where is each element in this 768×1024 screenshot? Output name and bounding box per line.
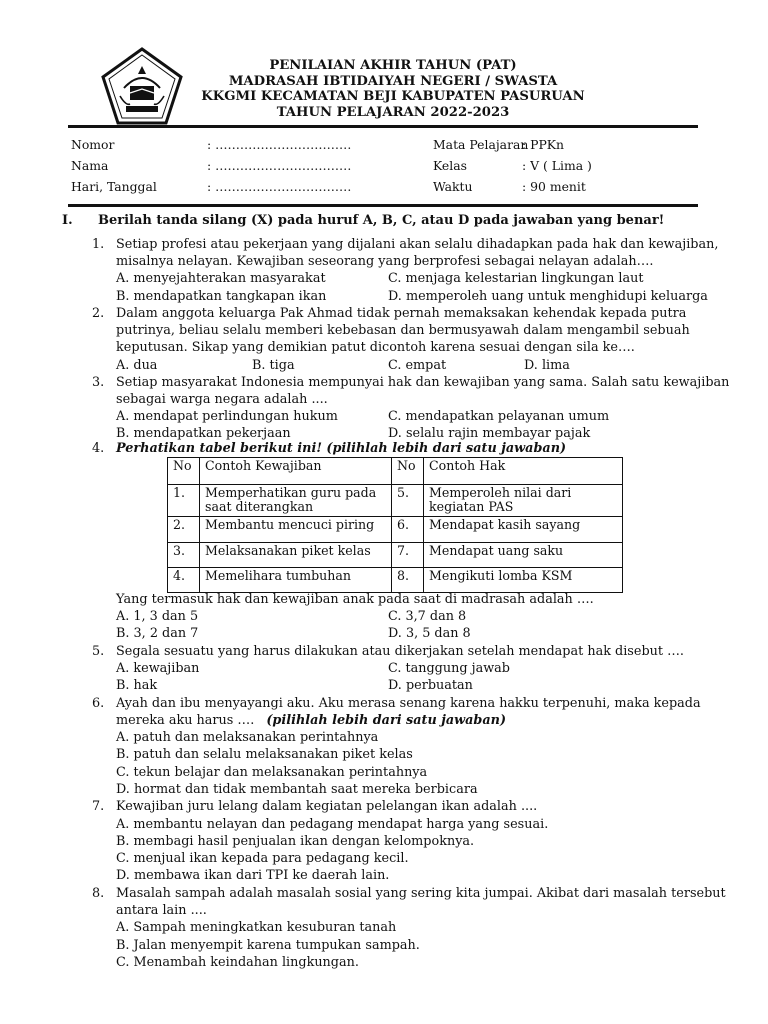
question-text: keputusan. Sikap yang demikian patut dicontoh karena sesuai dengan sila ke…. [116, 340, 635, 355]
mapel-value: : PPKn [522, 137, 565, 152]
question-text: sebagai warga negara adalah .... [116, 392, 328, 407]
nomor-label: Nomor [71, 137, 115, 152]
answer-option[interactable]: B. mendapatkan tangkapan ikan [116, 289, 327, 304]
answer-option[interactable]: D. selalu rajin membayar pajak [388, 426, 591, 441]
answer-option[interactable]: A. menyejahterakan masyarakat [116, 271, 326, 286]
kelas-label: Kelas [433, 158, 467, 173]
answer-option[interactable]: D. lima [524, 358, 570, 373]
answer-option[interactable]: D. hormat dan tidak membantah saat mereka berbicara [116, 782, 478, 797]
table-cell: 4. [168, 568, 200, 593]
answer-option[interactable]: B. 3, 2 dan 7 [116, 626, 199, 641]
answer-option[interactable]: C. Menambah keindahan lingkungan. [116, 955, 359, 970]
header-line-3: KKGMI KECAMATAN BEJI KABUPATEN PASURUAN [201, 89, 585, 104]
section-instruction-text: Berilah tanda silang (X) pada huruf A, B, C, atau D pada jawaban yang benar! [98, 213, 665, 228]
answer-option[interactable]: A. patuh dan melaksanakan perintahnya [116, 730, 379, 745]
waktu-label: Waktu [433, 179, 473, 194]
section-number: I. [62, 213, 73, 228]
question-text: Perhatikan tabel berikut ini! (pilihlah lebih dari satu jawaban) [116, 441, 567, 456]
table-row [168, 485, 623, 517]
header-line-4: TAHUN PELAJARAN 2022-2023 [276, 104, 510, 120]
answer-option[interactable]: A. Sampah meningkatkan kesuburan tanah [116, 920, 397, 935]
question-text: antara lain .... [116, 903, 207, 918]
table-header: Contoh Hak [424, 458, 623, 485]
answer-option[interactable]: B. patuh dan selalu melaksanakan piket kelas [116, 747, 413, 762]
table-cell: Mengikuti lomba KSM [424, 568, 623, 593]
exam-header [0, 0, 768, 126]
answer-option[interactable]: B. membagi hasil penjualan ikan dengan kelompoknya. [116, 834, 475, 849]
question-number: 7. [92, 799, 105, 814]
table-row [168, 517, 623, 543]
table-cell: 1. [168, 485, 200, 517]
section-instruction [62, 213, 664, 228]
header-title-block [170, 58, 616, 120]
question-text: Ayah dan ibu menyayangi aku. Aku merasa senang karena hakku terpenuhi, maka kepada [116, 696, 701, 711]
table-cell: Mendapat uang saku [424, 543, 623, 568]
table-cell: Memelihara tumbuhan [200, 568, 392, 593]
question-note: (pilihlah lebih dari satu jawaban) [266, 713, 507, 728]
waktu-value: : 90 menit [522, 179, 586, 194]
question-text: Segala sesuatu yang harus dilakukan atau dikerjakan setelah mendapat hak disebut …. [116, 644, 684, 659]
answer-option[interactable]: B. tiga [252, 358, 295, 373]
answer-option[interactable]: B. mendapatkan pekerjaan [116, 426, 291, 441]
table-cell: 8. [392, 568, 424, 593]
question-number: 8. [92, 886, 105, 901]
nomor-field[interactable]: : …………………………… [207, 137, 352, 152]
answer-option[interactable]: A. 1, 3 dan 5 [116, 609, 199, 624]
question-text: Setiap masyarakat Indonesia mempunyai hak dan kewajiban yang sama. Salah satu kewajiban [116, 375, 730, 390]
answer-option[interactable]: C. mendapatkan pelayanan umum [388, 409, 610, 424]
nama-field[interactable]: : …………………………… [207, 158, 352, 173]
question-text: Yang termasuk hak dan kewajiban anak pada saat di madrasah adalah …. [116, 592, 594, 607]
table-header-row [168, 458, 623, 485]
answer-option[interactable]: C. tekun belajar dan melaksanakan perintahnya [116, 765, 428, 780]
header-line-2: MADRASAH IBTIDAIYAH NEGERI / SWASTA [228, 73, 558, 89]
header-line-1: PENILAIAN AKHIR TAHUN (PAT) [269, 58, 517, 73]
answer-option[interactable]: C. tanggung jawab [388, 661, 510, 676]
table-row [168, 543, 623, 568]
table-cell: 5. [392, 485, 424, 517]
question-text-part: mereka aku harus …. [116, 713, 255, 728]
answer-option[interactable]: D. memperoleh uang untuk menghidupi keluarga [388, 289, 708, 304]
question-number: 5. [92, 644, 105, 659]
answer-option[interactable]: C. menjaga kelestarian lingkungan laut [388, 271, 644, 286]
answer-option[interactable]: B. hak [116, 678, 158, 693]
answer-option[interactable]: A. membantu nelayan dan pedagang mendapat harga yang sesuai. [116, 817, 549, 832]
table-row [168, 568, 623, 593]
question-number: 3. [92, 375, 105, 390]
question-text: misalnya nelayan. Kewajiban seseorang yang berprofesi sebagai nelayan adalah…. [116, 254, 654, 269]
header-divider [68, 125, 698, 128]
question-text: Masalah sampah adalah masalah sosial yang sering kita jumpai. Akibat dari masalah tersebut [116, 886, 726, 901]
answer-option[interactable]: B. Jalan menyempit karena tumpukan sampah. [116, 938, 420, 953]
answer-option[interactable]: D. 3, 5 dan 8 [388, 626, 471, 641]
table-header: No [392, 458, 424, 485]
question-text [116, 713, 506, 728]
answer-option[interactable]: C. empat [388, 358, 447, 373]
question-number: 1. [92, 237, 105, 252]
question-text: putrinya, beliau selalu memberi kebebasan dan bermusyawah dalam mengambil sebuah [116, 323, 690, 338]
kelas-value: : V ( Lima ) [522, 158, 592, 173]
table-cell: Melaksanakan piket kelas [200, 543, 392, 568]
table-cell: Membantu mencuci piring [200, 517, 392, 543]
question-number: 4. [92, 441, 105, 456]
answer-option[interactable]: D. membawa ikan dari TPI ke daerah lain. [116, 868, 390, 883]
identity-divider [68, 204, 698, 207]
table-cell: 2. [168, 517, 200, 543]
table-cell: Mendapat kasih sayang [424, 517, 623, 543]
question-text: Kewajiban juru lelang dalam kegiatan pelelangan ikan adalah .... [116, 799, 538, 814]
table-cell: Memperhatikan guru pada saat diterangkan [200, 485, 392, 517]
hari-label: Hari, Tanggal [71, 179, 157, 194]
table-cell: 3. [168, 543, 200, 568]
mapel-label: Mata Pelajaran [433, 137, 529, 152]
rights-duties-table [167, 457, 623, 593]
question-text: Setiap profesi atau pekerjaan yang dijalani akan selalu dihadapkan pada hak dan kewajiban, [116, 237, 719, 252]
answer-option[interactable]: D. perbuatan [388, 678, 473, 693]
table-cell: 7. [392, 543, 424, 568]
table-cell: Memperoleh nilai dari kegiatan PAS [424, 485, 623, 517]
question-text: Dalam anggota keluarga Pak Ahmad tidak pernah memaksakan kehendak kepada putra [116, 306, 687, 321]
hari-field[interactable]: : …………………………… [207, 179, 352, 194]
table-header: Contoh Kewajiban [200, 458, 392, 485]
table-header: No [168, 458, 200, 485]
question-number: 2. [92, 306, 105, 321]
answer-option[interactable]: A. dua [116, 358, 158, 373]
answer-option[interactable]: C. menjual ikan kepada para pedagang kecil. [116, 851, 409, 866]
answer-option[interactable]: A. mendapat perlindungan hukum [116, 409, 338, 424]
nama-label: Nama [71, 158, 109, 173]
question-number: 6. [92, 696, 105, 711]
table-cell: 6. [392, 517, 424, 543]
answer-option[interactable]: A. kewajiban [116, 661, 200, 676]
answer-option[interactable]: C. 3,7 dan 8 [388, 609, 467, 624]
